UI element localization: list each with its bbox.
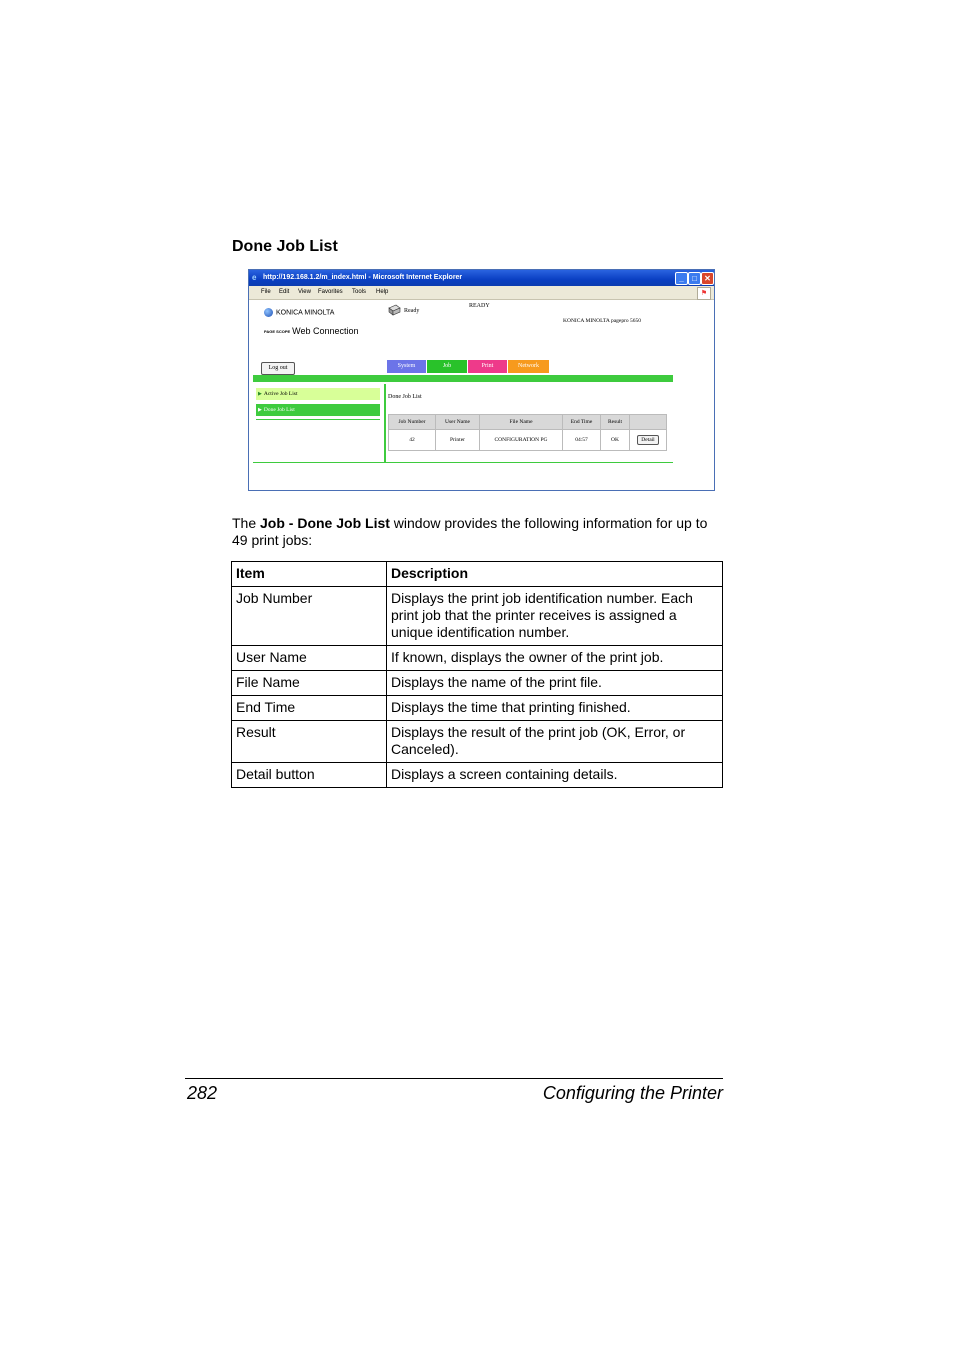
table-row (389, 430, 667, 451)
description-cell: Displays a screen containing details. (387, 763, 723, 788)
web-connection-logo (264, 326, 359, 336)
sidebar-item-label: Active Job List (263, 391, 298, 397)
triangle-right-icon: ▶ (258, 392, 262, 397)
menu-edit[interactable]: Edit (279, 289, 290, 295)
description-cell: Displays the name of the print file. (387, 671, 723, 696)
printer-status-message: READY (469, 303, 490, 309)
column-header: User Name (436, 415, 480, 430)
window-titlebar (249, 270, 714, 286)
item-cell: User Name (232, 646, 387, 671)
intro-suffix: window provides the following information for up to 49 print jobs: (232, 515, 708, 548)
printer-model-name: KONICA MINOLTA pagepro 5650 (563, 318, 642, 324)
menu-help[interactable]: Help (376, 289, 389, 295)
column-header (630, 415, 667, 430)
window-title: http://192.168.1.2/m_index.html - Microsoft Internet Explorer (263, 274, 463, 281)
chapter-title: Configuring the Printer (542, 1083, 723, 1103)
printer-icon (387, 304, 401, 316)
section-title: Done Job List (232, 238, 338, 255)
description-cell: If known, displays the owner of the print job. (387, 646, 723, 671)
column-header: End Time (563, 415, 601, 430)
item-cell: Detail button (232, 763, 387, 788)
cell-job-number: 42 (389, 430, 436, 451)
cell-end-time: 04:57 (563, 430, 601, 451)
intro-window-name: Job - Done Job List (260, 515, 390, 531)
printer-status: Ready (404, 308, 420, 314)
close-icon[interactable]: ✕ (701, 272, 714, 285)
tab-print[interactable]: Print (468, 360, 507, 373)
column-header: File Name (480, 415, 563, 430)
sidebar-item-done-job-list[interactable] (256, 404, 380, 416)
item-cell: Job Number (232, 587, 387, 646)
cell-detail (630, 430, 667, 451)
column-header-description: Description (387, 562, 723, 587)
table-row (232, 587, 723, 646)
globe-icon (264, 308, 273, 317)
browser-screenshot (248, 269, 715, 491)
maximize-icon[interactable]: □ (688, 272, 701, 285)
internet-explorer-icon: e (252, 273, 257, 282)
table-header-row (232, 562, 723, 587)
konica-minolta-logo (264, 308, 334, 317)
pagescope-mark: PAGE SCOPE (264, 328, 291, 334)
tab-underline-bar (253, 375, 673, 382)
page-number: 282 (187, 1083, 218, 1103)
content-title: Done Job List (388, 394, 422, 400)
cell-file-name: CONFIGURATION PG (480, 430, 563, 451)
logout-button[interactable]: Log out (261, 362, 295, 375)
footer-rule (185, 1078, 723, 1079)
table-row (232, 646, 723, 671)
detail-button[interactable]: Detail (637, 435, 658, 445)
cell-user-name: Printer (436, 430, 480, 451)
menu-bar (249, 286, 714, 300)
tab-job[interactable]: Job (427, 360, 467, 373)
description-cell: Displays the print job identification number. Each print job that the printer receives is assigned a unique identification number. (387, 587, 723, 646)
item-cell: File Name (232, 671, 387, 696)
windows-flag-icon: ⚑ (697, 287, 711, 300)
column-header: Job Number (389, 415, 436, 430)
menu-tools[interactable]: Tools (352, 289, 367, 295)
intro-paragraph (232, 515, 724, 549)
info-table (231, 561, 723, 788)
sidebar-item-label: Done Job List (263, 407, 295, 413)
triangle-right-icon: ▶ (258, 408, 262, 413)
menu-file[interactable]: File (261, 289, 271, 295)
table-row (232, 763, 723, 788)
minimize-icon[interactable]: _ (675, 272, 688, 285)
item-cell: End Time (232, 696, 387, 721)
item-cell: Result (232, 721, 387, 763)
bottom-divider (253, 462, 673, 463)
description-cell: Displays the result of the print job (OK, Error, or Canceled). (387, 721, 723, 763)
tab-system[interactable]: System (387, 360, 426, 373)
sidebar-divider (256, 419, 380, 420)
sidebar-item-active-job-list[interactable] (256, 388, 380, 400)
menu-favorites[interactable]: Favorites (318, 289, 343, 295)
done-job-table (388, 414, 667, 451)
column-header: Result (601, 415, 630, 430)
intro-prefix: The (232, 515, 261, 531)
table-row (232, 671, 723, 696)
cell-result: OK (601, 430, 630, 451)
web-connection-label: Web Connection (292, 326, 359, 336)
table-header-row (389, 415, 667, 430)
table-row (232, 721, 723, 763)
table-row (232, 696, 723, 721)
vertical-divider (384, 384, 386, 462)
tab-network[interactable]: Network (508, 360, 549, 373)
menu-view[interactable]: View (298, 289, 311, 295)
column-header-item: Item (232, 562, 387, 587)
web-page (249, 300, 714, 490)
brand-name: KONICA MINOLTA (276, 309, 335, 317)
description-cell: Displays the time that printing finished. (387, 696, 723, 721)
